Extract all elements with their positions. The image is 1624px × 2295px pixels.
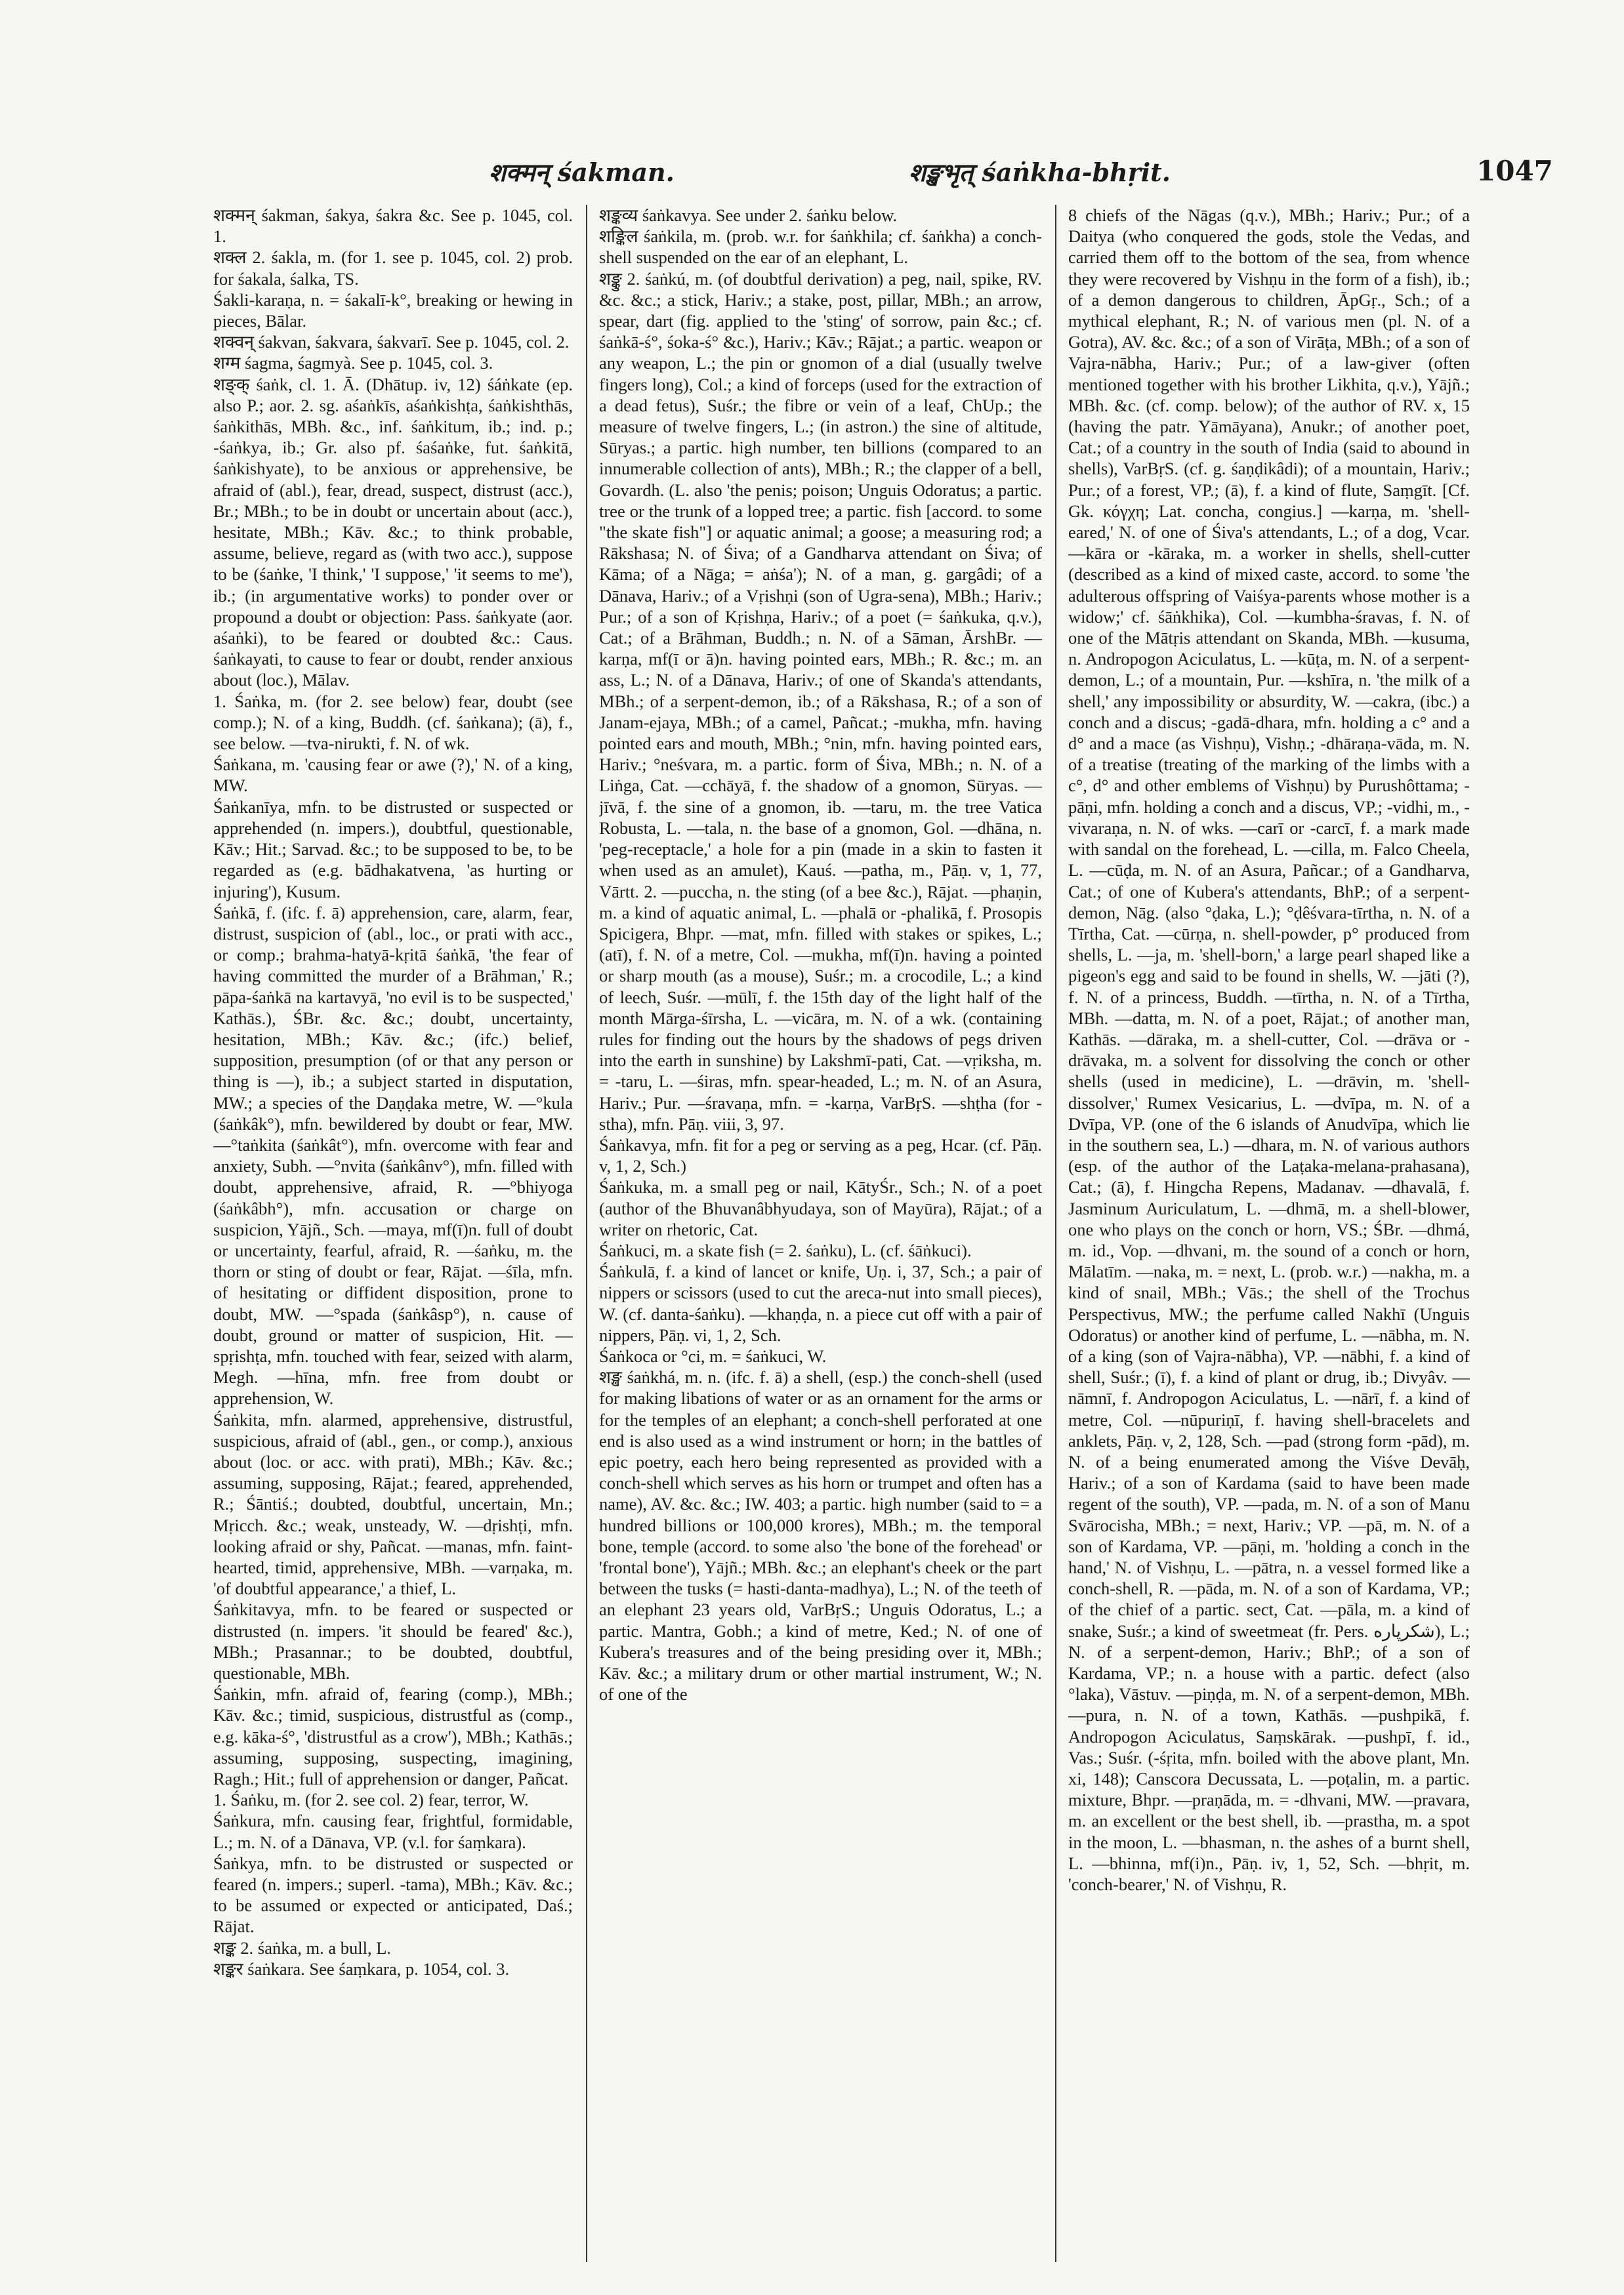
page-header	[0, 155, 1624, 201]
dictionary-entry: शक्मन् śakman, śakya, śakra &c. See p. 1045, col. 1.	[213, 205, 573, 247]
dictionary-entry: शङ्किल śaṅkila, m. (prob. w.r. for śaṅkhila; cf. śaṅkha) a conch-shell suspended on the ear of an elephant, L.	[599, 226, 1042, 268]
dictionary-entry: Śaṅkanīya, mfn. to be distrusted or suspected or apprehended (n. impers.), doubtful, questionable, Kāv.; Hit.; Sarvad. &c.; to be supposed to be, to be regarded as (e.g. bādhakatvena, 'as hurting or injuring'), Kusum.	[213, 796, 573, 901]
dictionary-entry: शङ्कर śaṅkara. See śaṃkara, p. 1054, col. 3.	[213, 1958, 510, 1979]
dictionary-entry: Śaṅkā, f. (ifc. f. ā) apprehension, care, alarm, fear, distrust, suspicion of (abl., loc., or prati with acc., or comp.; brahma-hatyā-kṛitā śaṅkā, 'the fear of having committed the murder of a Brāhman,' R.; pāpa-śaṅkā na kartavyā, 'no evil is to be suspected,' Kathās.), ŚBr. &c. &c.; doubt, uncertainty, hesitation, MBh.; Kāv. &c.; (ifc.) belief, supposition, presumption (of or that any person or thing is —), ib.; a subject started in disputation, MW.; a species of the Daṇḍaka metre, W. —°kula (śaṅkâk°), mfn. bewildered by doubt or fear, MW. —°taṅkita (śaṅkât°), mfn. overcome with fear and anxiety, Subh. —°nvita (śaṅkânv°), mfn. filled with doubt, apprehensive, afraid, R. —°bhiyoga (śaṅkâbh°), mfn. accusation or charge on suspicion, Yājñ., Sch. —maya, mf(ī)n. full of doubt or uncertainty, fearful, afraid, R. —śaṅku, m. the thorn or sting of doubt or fear, Rājat. —śīla, mfn. of hesitating or diffident disposition, prone to doubt, MW. —°spada (śaṅkâsp°), n. cause of doubt, ground or matter of suspicion, Hit. —spṛishṭa, mfn. touched with fear, seized with alarm, Megh. —hīna, mfn. free from doubt or apprehension, W.	[213, 902, 573, 1409]
column-2	[599, 205, 1042, 2265]
left-running-head: शक्मन् śakman.	[489, 157, 675, 187]
dictionary-entry: Śaṅkin, mfn. afraid of, fearing (comp.), MBh.; Kāv. &c.; timid, suspicious, distrustful as (comp., e.g. kāka-ś°, 'distrustful as a crow'), MBh.; Kathās.; assuming, supposing, suspecting, imagining, Ragh.; Hit.; full of apprehension or danger, Pañcat.	[213, 1684, 573, 1789]
dictionary-entry: Śaṅkuka, m. a small peg or nail, KātyŚr., Sch.; N. of a poet (author of the Bhuvanâbhyudaya, son of Mayūra), Rājat.; of a writer on rhetoric, Cat.	[599, 1177, 1042, 1239]
column-3	[1068, 205, 1470, 2265]
dictionary-entry: शङ्क 2. śaṅka, m. a bull, L.	[213, 1937, 392, 1958]
dictionary-entry: शङ्कव्य śaṅkavya. See under 2. śaṅku below.	[599, 205, 898, 225]
dictionary-entry: Śaṅkya, mfn. to be distrusted or suspected or feared (n. impers.; superl. -tama), MBh.; Kāv. &c.; to be assumed or expected or anticipated, Daś.; Rājat.	[213, 1853, 573, 1937]
dictionary-entry: 1. Śaṅka, m. (for 2. see below) fear, doubt (see comp.); N. of a king, Buddh. (cf. śaṅkana); (ā), f., see below. —tva-nirukti, f. N. of wk.	[213, 691, 573, 754]
dictionary-entry: Śakli-karaṇa, n. = śakalī-k°, breaking or hewing in pieces, Bālar.	[213, 289, 573, 331]
dictionary-entry: Śaṅkura, mfn. causing fear, frightful, formidable, L.; m. N. of a Dānava, VP. (v.l. for śaṃkara).	[213, 1811, 573, 1852]
dictionary-entry: 1. Śaṅku, m. (for 2. see col. 2) fear, terror, W.	[213, 1790, 529, 1810]
dictionary-entry: 8 chiefs of the Nāgas (q.v.), MBh.; Hariv.; Pur.; of a Daitya (who conquered the gods, stole the Vedas, and carried them off to the bottom of the sea, from whence they were recovered by Vishṇu in the form of a fish), ib.; of a demon dangerous to children, ĀpGṛ., Sch.; of a mythical elephant, R.; N. of various men (pl. N. of a Gotra), AV. &c. &c.; of a son of Virāṭa, MBh.; of a son of Vajra-nābha, Hariv.; Pur.; of a law-giver (often mentioned together with his brother Likhita, q.v.), Yājñ.; MBh. &c. (cf. comp. below); of the author of RV. x, 15 (having the patr. Yāmāyana), Anukr.; of another poet, Cat.; of a country in the south of India (said to abound in shells), VarBṛS. (cf. g. śaṇḍikâdi); of a mountain, Hariv.; Pur.; of a forest, VP.; (ā), f. a kind of flute, Saṃgīt. [Cf. Gk. κόγχη; Lat. concha, congius.] —karṇa, m. 'shell-eared,' N. of one of Śiva's attendants, L.; of a dog, Vcar. —kāra or -kāraka, m. a worker in shells, shell-cutter (described as a kind of mixed caste, accord. to some 'the adulterous offspring of Vaiśya-parents whose mother is a widow;' cf. śāṅkhika), Col. —kumbha-śravas, f. N. of one of the Mātṛis attendant on Skanda, MBh. —kusuma, n. Andropogon Aciculatus, L. —kūṭa, m. N. of a serpent-demon, L.; of a mountain, Pur. —kshīra, n. 'the milk of a shell,' any impossibility or absurdity, W. —cakra, (ibc.) a conch and a discus; -gadā-dhara, mfn. holding a c° and a d° and a mace (as Vishṇu), Vishṇ.; -dhāraṇa-vāda, m. N. of a treatise (treating of the marking of the limbs with a c°, d° and other emblems of Vishṇu) by Purushôttama; -pāṇi, mfn. holding a conch and a discus, VP.; -vidhi, m., -vivaraṇa, n. N. of wks. —carī or -carcī, f. a mark made with sandal on the forehead, L. —cilla, m. Falco Cheela, L. —cūḍa, m. N. of an Asura, Pañcar.; of a Gandharva, Cat.; of one of Kubera's attendants, BhP.; of a serpent-demon, Nāg. (also °ḍaka, L.); °ḍêśvara-tīrtha, n. N. of a Tīrtha, Cat. —cūrṇa, n. shell-powder, p° produced from shells, L. —ja, m. 'shell-born,' a large pearl shaped like a pigeon's egg and said to be found in shells, W. —jāti (?), f. N. of a princess, Buddh. —tīrtha, n. N. of a Tīrtha, MBh. —datta, m. N. of a poet, Rājat.; of another man, Kathās. —dāraka, m. a shell-cutter, Col. —drāva or -drāvaka, m. a solvent for dissolving the conch or other shells (used in medicine), L. —drāvin, m. 'shell-dissolver,' Rumex Vesicarius, L. —dvīpa, m. N. of a Dvīpa, VP. (one of the 6 islands of Anudvīpa, which lie in the southern sea, L.) —dhara, m. N. of various authors (esp. of the author of the Laṭaka-melana-prahasana), Cat.; (ā), f. Hingcha Repens, Madanav. —dhavalā, f. Jasminum Auriculatum, L. —dhmā, m. a shell-blower, one who plays on the conch or horn, VS.; ŚBr. —dhmá, m. id., Vop. —dhvani, m. the sound of a conch or horn, Mālatīm. —naka, m. = next, L. (prob. w.r.) —nakha, m. a kind of snail, MBh.; Vās.; the shell of the Trochus Perspectivus, MW.; the perfume called Nakhī (Unguis Odoratus) or another kind of perfume, L. —nābha, m. N. of a king (son of Vajra-nābha), VP. —nābhi, f. a kind of shell, Suśr.; (ī), f. a kind of plant or drug, ib.; Divyâv. —nāmnī, f. Andropogon Aciculatus, L. —nārī, f. a kind of metre, Col. —nūpuriṇī, f. having shell-bracelets and anklets, Pāṇ. v, 2, 128, Sch. —pad (strong form -pād), m. N. of a being enumerated among the Viśve Devāḥ, Hariv.; of a son of Kardama (said to have been made regent of the south), VP. —pada, m. N. of a son of Manu Svārocisha, MBh.; = next, Hariv.; VP. —pā, m. N. of a son of Kardama, VP. —pāṇi, m. 'holding a conch in the hand,' N. of Vishṇu, L. —pātra, n. a vessel formed like a conch-shell, R. —pāda, m. N. of a son of Kardama, VP.; of the chief of a partic. sect, Cat. —pāla, m. a kind of snake, Suśr.; a kind of sweetmeat (fr. Pers. شكرپاره), L.; N. of a serpent-demon, Hariv.; BhP.; of a son of Kardama, VP.; n. a house with a partic. defect (also °laka), Vāstuv. —piṇḍa, m. N. of a serpent-demon, MBh. —pura, n. N. of a town, Kathās. —pushpikā, f. Andropogon Aciculatus, Saṃskārak. —pushpī, f. id., Vas.; Suśr. (-śṛita, mfn. boiled with the above plant, Mn. xi, 148); Canscora Decussata, L. —poṭalin, m. a partic. mixture, Bhpr. —praṇāda, m. = -dhvani, MW. —pravara, m. an excellent or the best shell, ib. —prastha, m. a spot in the moon, L. —bhasman, n. the ashes of a burnt shell, L. —bhinna, mf(i)n., Pāṇ. iv, 1, 52, Sch. —bhṛit, m. 'conch-bearer,' N. of Vishṇu, R.	[1068, 205, 1470, 1895]
dictionary-entry: Śaṅkitavya, mfn. to be feared or suspected or distrusted (n. impers. 'it should be feared' &c.), MBh.; Prasannar.; to be doubted, doubtful, questionable, MBh.	[213, 1600, 573, 1684]
dictionary-entry: Śaṅkita, mfn. alarmed, apprehensive, distrustful, suspicious, afraid of (abl., gen., or comp.), anxious about (loc. or acc. with prati), MBh.; Kāv. &c.; assuming, supposing, Rājat.; feared, apprehended, R.; Śāntiś.; doubted, doubtful, uncertain, Mn.; Mṛicch. &c.; weak, unsteady, W. —dṛishṭi, mfn. looking afraid or shy, Pañcat. —manas, mfn. faint-hearted, timid, apprehensive, MBh. —varṇaka, m. 'of doubtful appearance,' a thief, L.	[213, 1409, 573, 1599]
dictionary-entry: Śaṅkoca or °ci, m. = śaṅkuci, W.	[599, 1346, 827, 1366]
page-number: 1047	[1476, 155, 1553, 187]
dictionary-entry: Śaṅkana, m. 'causing fear or awe (?),' N. of a king, MW.	[213, 755, 573, 796]
column-1	[213, 205, 573, 2265]
dictionary-entry: शङ्ख śaṅkhá, m. n. (ifc. f. ā) a shell, (esp.) the conch-shell (used for making libations of water or as an ornament for the arms or for the temples of an elephant; a conch-shell perforated at one end is also used as a wind instrument or horn; in the battles of epic poetry, each hero being represented as provided with a conch-shell which serves as his horn or trumpet and often has a name), AV. &c. &c.; IW. 403; a partic. high number (said to = a hundred billions or 100,000 krores), MBh.; m. the temporal bone, temple (accord. to some also 'the bone of the forehead' or 'frontal bone'), Yājñ.; MBh. &c.; an elephant's cheek or the part between the tusks (= hasti-danta-madhya), L.; N. of the teeth of an elephant 23 years old, VarBṛS.; Unguis Odoratus, L.; a partic. Mantra, Gobh.; a kind of metre, Ked.; N. of one of Kubera's treasures and of the being presiding over it, MBh.; Kāv. &c.; a military drum or other martial instrument, W.; N. of one of the	[599, 1367, 1042, 1705]
column-rule-1	[586, 205, 587, 2262]
dictionary-entry: Śaṅkulā, f. a kind of lancet or knife, Uṇ. i, 37, Sch.; a pair of nippers or scissors (used to cut the areca-nut into small pieces), W. (cf. danta-śaṅku). —khaṇḍa, n. a piece cut off with a pair of nippers, Pāṇ. vi, 1, 2, Sch.	[599, 1262, 1042, 1345]
column-rule-2	[1055, 205, 1056, 2262]
right-running-head: शङ्खभृत् śaṅkha-bhṛit.	[909, 157, 1171, 187]
dictionary-entry: शग्म śagma, śagmyà. See p. 1045, col. 3.	[213, 353, 493, 373]
dictionary-entry: शङ्क् śaṅk, cl. 1. Ā. (Dhātup. iv, 12) śáṅkate (ep. also P.; aor. 2. sg. aśaṅkīs, aśaṅkishṭa, śaṅkishthās, śaṅkithās, MBh. &c., inf. śaṅkitum, ib.; ind. p.; -śaṅkya, ib.; Gr. also pf. śaśaṅke, fut. śaṅkitā, śaṅkishyate), to be anxious or apprehensive, be afraid of (abl.), fear, dread, suspect, distrust (acc.), Br.; MBh.; to be in doubt or uncertain about (acc.), hesitate, MBh.; Kāv. &c.; to think probable, assume, believe, regard as (with two acc.), suppose to be (śaṅke, 'I think,' 'I suppose,' 'it seems to me'), ib.; (in argumentative works) to ponder over or propound a doubt or objection: Pass. śaṅkyate (aor. aśaṅki), to be feared or doubted &c.: Caus. śaṅkayati, to cause to fear or doubt, render anxious about (loc.), Mālav.	[213, 374, 573, 690]
dictionary-entry: Śaṅkavya, mfn. fit for a peg or serving as a peg, Hcar. (cf. Pāṇ. v, 1, 2, Sch.)	[599, 1134, 1042, 1176]
dictionary-entry: शक्ल 2. śakla, m. (for 1. see p. 1045, col. 2) prob. for śakala, śalka, TS.	[213, 247, 573, 289]
dictionary-entry: शङ्कु 2. śaṅkú, m. (of doubtful derivation) a peg, nail, spike, RV. &c. &c.; a stick, Hariv.; a stake, post, pillar, MBh.; an arrow, spear, dart (fig. applied to the 'sting' of sorrow, pain &c.; cf. śaṅkā-ś°, śoka-ś° &c.), Hariv.; Kāv.; Rājat.; a partic. weapon or any weapon, L.; the pin or gnomon of a dial (usually twelve fingers long), Col.; a kind of forceps (used for the extraction of a dead fetus), Suśr.; the fibre or vein of a leaf, ChUp.; the measure of twelve fingers, L.; (in astron.) the sine of altitude, Sūryas.; a partic. high number, ten billions (compared to an innumerable collection of ants), MBh.; R.; the clapper of a bell, Govardh. (L. also 'the penis; poison; Unguis Odoratus; a partic. tree or the trunk of a lopped tree; a partic. fish [accord. to some "the skate fish"] or aquatic animal; a goose; a measuring rod; a Rākshasa; N. of Śiva; of a Gandharva attendant on Śiva; of Kāma; of a Nāga; = aṅśa'); N. of a man, g. gargâdi; of a Dānava, Hariv.; of a Vṛishṇi (son of Ugra-sena), MBh.; Hariv.; Pur.; of a son of Kṛishṇa, Hariv.; of a poet (= śaṅkuka, q.v.), Cat.; of a Brāhman, Buddh.; n. N. of a Sāman, ĀrshBr. —karṇa, mf(ī or ā)n. having pointed ears, MBh.; R. &c.; m. an ass, L.; N. of a Dānava, Hariv.; of one of Skanda's attendants, MBh.; of a serpent-demon, ib.; of a Rākshasa, R.; of a son of Janam-ejaya, MBh.; of a camel, Pañcat.; -mukha, mfn. having pointed ears and mouth, MBh.; °nin, mfn. having pointed ears, Hariv.; °neśvara, m. a partic. form of Śiva, MBh.; n. N. of a Liṅga, Cat. —cchāyā, f. the shadow of a gnomon, Sūryas. —jīvā, f. the sine of a gnomon, ib. —taru, m. the tree Vatica Robusta, L. —tala, n. the base of a gnomon, Gol. —dhāna, n. 'peg-receptacle,' a hole for a pin (made in a skin to fasten it when used as an amulet), Kauś. —patha, m., Pāṇ. v, 1, 77, Vārtt. 2. —puccha, n. the sting (of a bee &c.), Rājat. —phaṇin, m. a kind of aquatic animal, L. —phalā or -phalikā, f. Prosopis Spicigera, Bhpr. —mat, mfn. filled with stakes or spikes, L.; (atī), f. N. of a metre, Col. —mukha, mf(ī)n. having a pointed or sharp mouth (as a mouse), Suśr.; m. a crocodile, L.; a kind of leech, Suśr. —mūlī, f. the 15th day of the light half of the month Mārga-śīrsha, L. —vicāra, m. N. of a wk. (containing rules for finding out the hours by the shadows of pegs driven into the earth in sunshine) by Lakshmī-pati, Cat. —vṛiksha, m. = -taru, L. —śiras, mfn. spear-headed, L.; m. N. of an Asura, Hariv.; Pur. —śravaṇa, mfn. = -karṇa, VarBṛS. —shṭha (for -stha), mfn. Pāṇ. viii, 3, 97.	[599, 268, 1042, 1134]
dictionary-entry: शक्वन् śakvan, śakvara, śakvarī. See p. 1045, col. 2.	[213, 332, 570, 352]
dictionary-entry: Śaṅkuci, m. a skate fish (= 2. śaṅku), L. (cf. śāṅkuci).	[599, 1240, 972, 1260]
